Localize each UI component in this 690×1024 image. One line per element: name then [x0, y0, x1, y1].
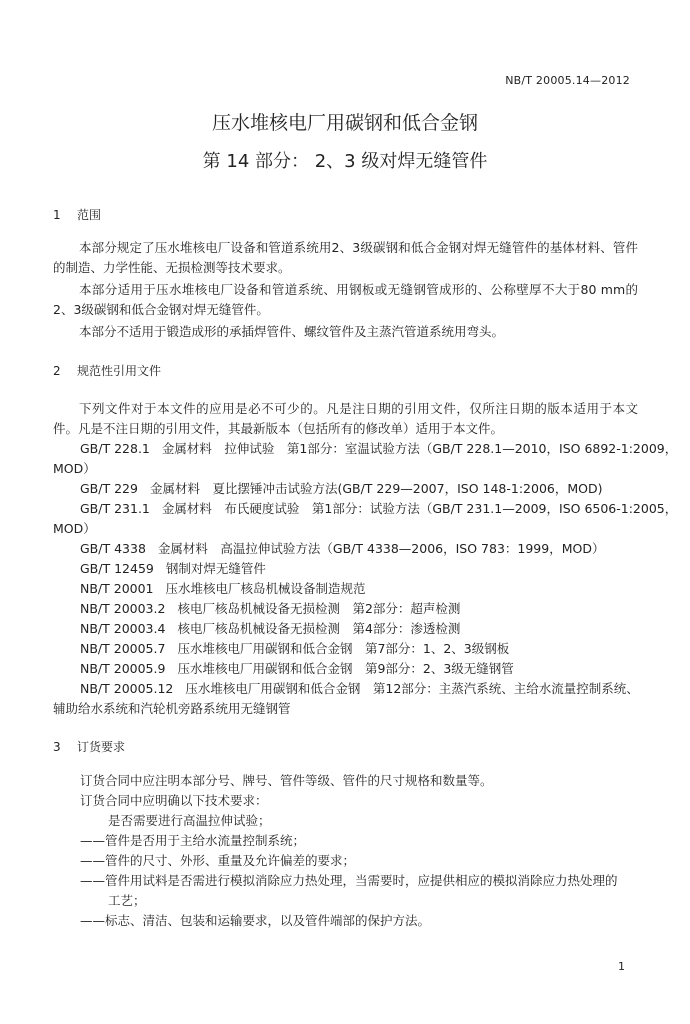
reference-item: NB/T 20005.12 压水堆核电厂用碳钢和低合金钢 第12部分：主蒸汽系统、主给水流量控制系统、: [80, 681, 639, 696]
section-2-heading: [53, 362, 161, 379]
section-title: 范围: [77, 208, 102, 222]
document-title: 压水堆核电厂用碳钢和低合金钢: [211, 112, 478, 134]
reference-item: GB/T 4338 金属材料 高温拉伸试验方法（GB/T 4338—2006，ISO 783：1999，MOD）: [80, 541, 605, 556]
reference-item: NB/T 20005.9 压水堆核电厂用碳钢和低合金钢 第9部分：2、3级无缝钢管: [80, 661, 514, 676]
requirement-item: ——标志、清洁、包装和运输要求，以及管件端部的保护方法。: [80, 913, 431, 928]
paragraph: 本部分规定了压水堆核电厂设备和管道系统用2、3级碳钢和低合金钢对焊无缝管件的基体材料、管件的制造、力学性能、无损检测等技术要求。: [53, 240, 638, 275]
reference-item: NB/T 20005.7 压水堆核电厂用碳钢和低合金钢 第7部分：1、2、3级钢板: [80, 641, 510, 656]
document-subtitle: 第 14 部分： 2、3 级对焊无缝管件: [202, 151, 488, 172]
paragraph: 订货合同中应注明本部分号、牌号、管件等级、管件的尺寸规格和数量等。: [80, 773, 493, 788]
reference-item: GB/T 228.1 金属材料 拉伸试验 第1部分：室温试验方法（GB/T 228.1—2010，ISO 6892-1:2009，: [80, 441, 678, 456]
paragraph: 订货合同中应明确以下技术要求：: [80, 793, 268, 808]
requirement-item: ——管件的尺寸、外形、重量及允许偏差的要求；: [80, 853, 356, 868]
reference-item: 辅助给水系统和汽轮机旁路系统用无缝钢管: [53, 701, 291, 716]
section-number: 2: [53, 364, 61, 378]
paragraph: 本部分不适用于锻造成形的承插焊管件、螺纹管件及主蒸汽管道系统用弯头。: [79, 324, 505, 339]
section-3-heading: [53, 738, 125, 755]
reference-item: NB/T 20001 压水堆核电厂核岛机械设备制造规范: [80, 581, 366, 596]
paragraph: 下列文件对于本文件的应用是必不可少的。凡是注日期的引用文件，仅所注日期的版本适用于本文件。凡是不注日期的引用文件，其最新版本（包括所有的修改单）适用于本文件。: [53, 401, 638, 436]
reference-item: MOD）: [53, 521, 96, 536]
requirement-item: ——管件是否用于主给水流量控制系统；: [80, 833, 306, 848]
reference-item: GB/T 229 金属材料 夏比摆锤冲击试验方法(GB/T 229—2007，ISO 148-1:2006，MOD): [80, 481, 603, 496]
paragraph: 本部分适用于压水堆核电厂设备和管道系统、用钢板或无缝钢管成形的、公称壁厚不大于80 mm的2、3级碳钢和低合金钢对焊无缝管件。: [53, 282, 638, 317]
section-title: 订货要求: [77, 740, 126, 754]
section-number: 1: [53, 208, 61, 222]
page-number: 1: [618, 960, 625, 973]
standard-number: NB/T 20005.14—2012: [505, 74, 630, 87]
reference-item: GB/T 12459 钢制对焊无缝管件: [80, 561, 266, 576]
requirement-item: 工艺；: [108, 893, 146, 908]
reference-item: NB/T 20003.2 核电厂核岛机械设备无损检测 第2部分：超声检测: [80, 601, 461, 616]
reference-item: GB/T 231.1 金属材料 布氏硬度试验 第1部分：试验方法（GB/T 231.1—2009，ISO 6506-1:2005，: [80, 501, 678, 516]
section-number: 3: [53, 740, 61, 754]
section-1-heading: [53, 206, 101, 223]
requirement-item: 是否需要进行高温拉伸试验；: [108, 813, 271, 828]
reference-item: MOD）: [53, 461, 96, 476]
reference-item: NB/T 20003.4 核电厂核岛机械设备无损检测 第4部分：渗透检测: [80, 621, 461, 636]
requirement-item: ——管件用试料是否需进行模拟消除应力热处理，当需要时，应提供相应的模拟消除应力热处理的: [80, 873, 618, 888]
section-title: 规范性引用文件: [77, 364, 162, 378]
